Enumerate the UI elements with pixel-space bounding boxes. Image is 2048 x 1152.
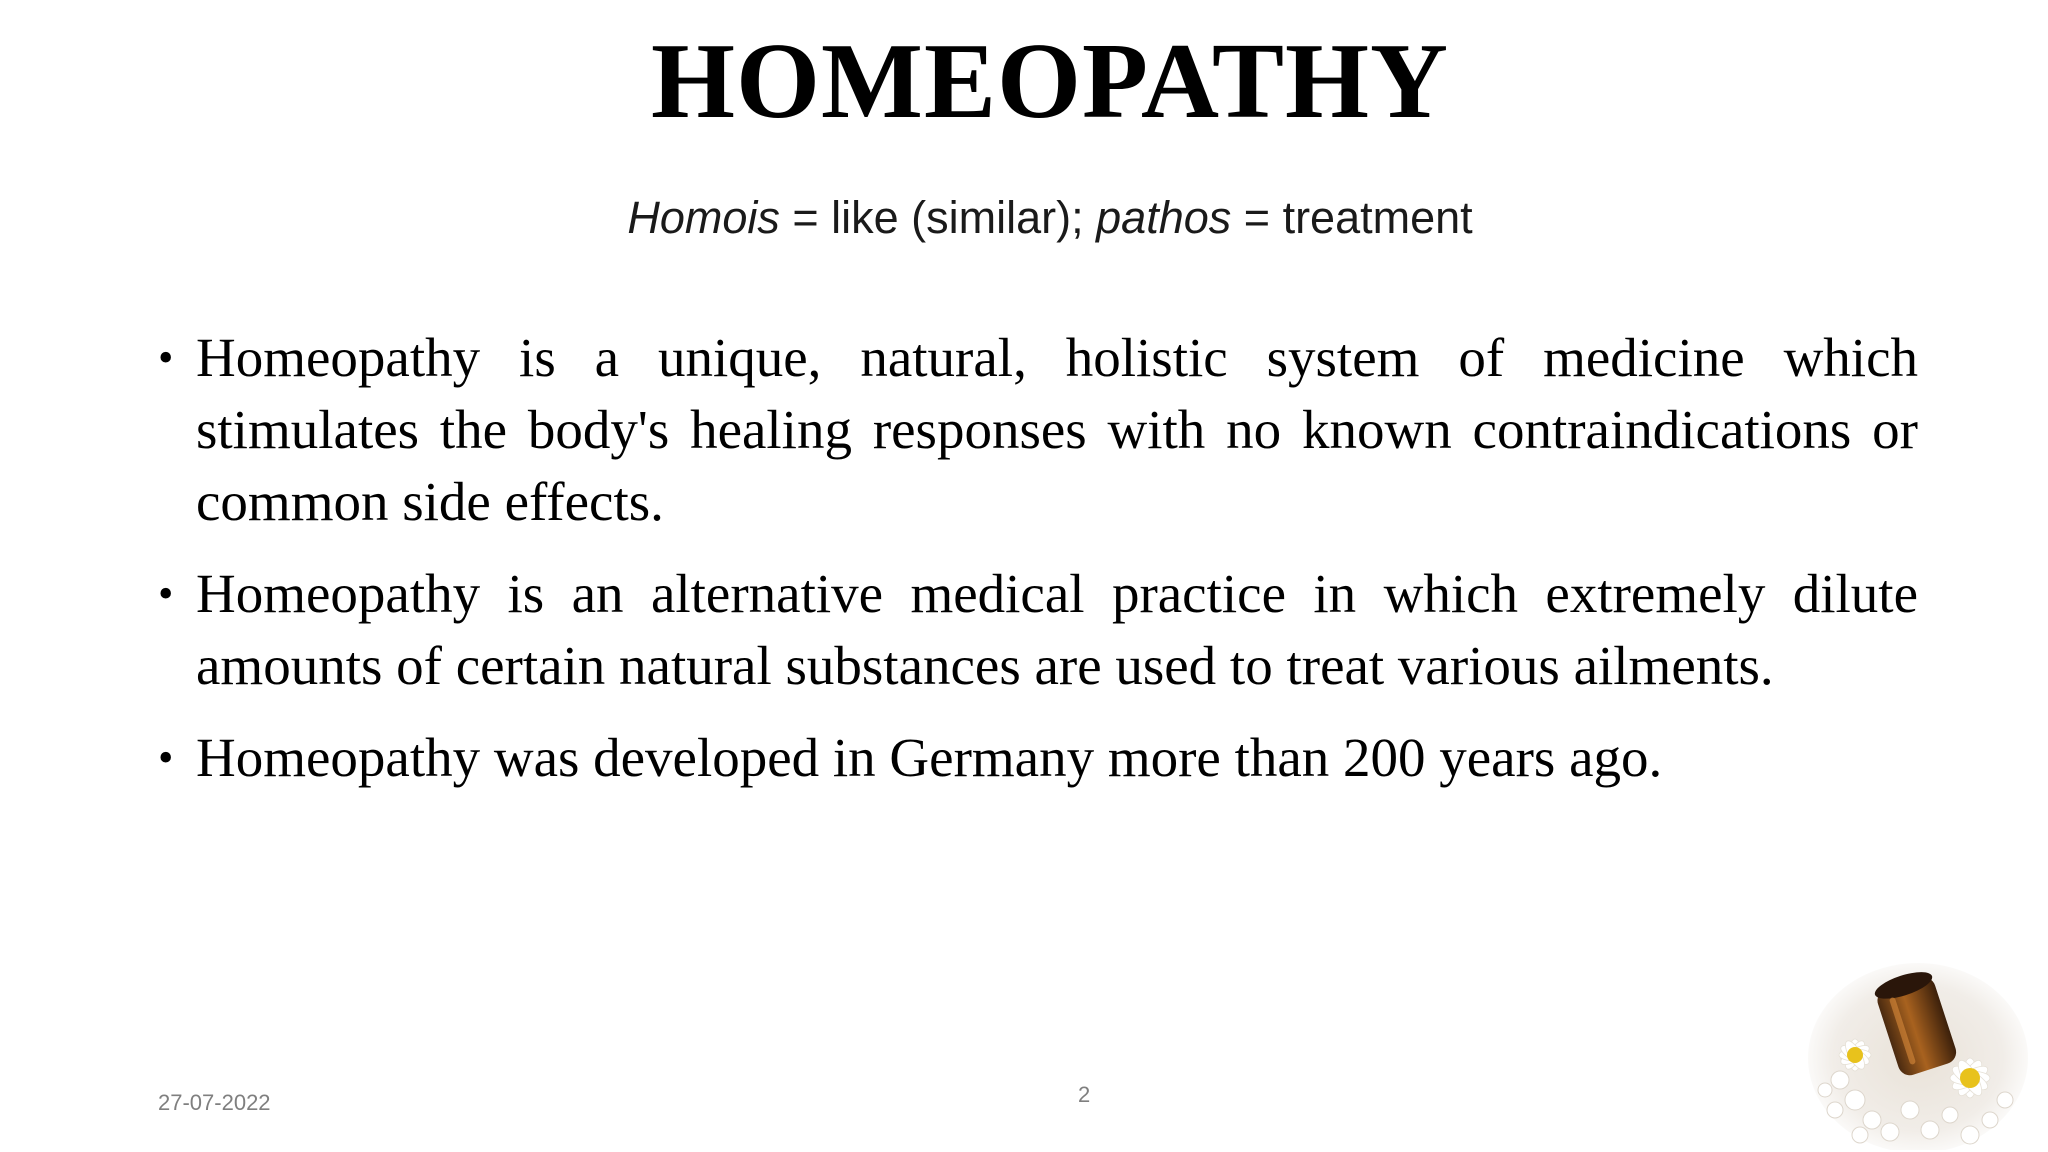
bullet-text: Homeopathy is a unique, natural, holistic system of medicine which stimulates the body's healing responses with no known contraindications or common side effects. bbox=[196, 327, 1918, 532]
bullet-text: Homeopathy is an alternative medical practice in which extremely dilute amounts of certain natural substances are used to treat various ailments. bbox=[196, 563, 1918, 696]
homeopathy-bottle-daisies-photo bbox=[1800, 950, 2030, 1150]
slide-subtitle bbox=[0, 190, 2048, 246]
slide-title: HOMEOPATHY bbox=[651, 22, 1449, 141]
bullet-item bbox=[158, 558, 1918, 702]
bullet-text: Homeopathy was developed in Germany more than 200 years ago. bbox=[196, 727, 1663, 788]
bullet-list bbox=[158, 322, 1918, 814]
bullet-marker: • bbox=[158, 733, 174, 782]
subtitle-definition-1: = like (similar); bbox=[779, 192, 1097, 243]
bullet-marker: • bbox=[158, 333, 174, 382]
subtitle-term-homois: Homois bbox=[627, 192, 780, 243]
bullet-item bbox=[158, 322, 1918, 538]
page-number: 2 bbox=[1078, 1082, 1091, 1107]
footer-date: 27-07-2022 bbox=[158, 1090, 271, 1115]
bullet-marker: • bbox=[158, 569, 174, 618]
subtitle-term-pathos: pathos bbox=[1096, 192, 1232, 243]
bullet-item bbox=[158, 722, 1918, 794]
subtitle-definition-2: = treatment bbox=[1231, 192, 1473, 243]
